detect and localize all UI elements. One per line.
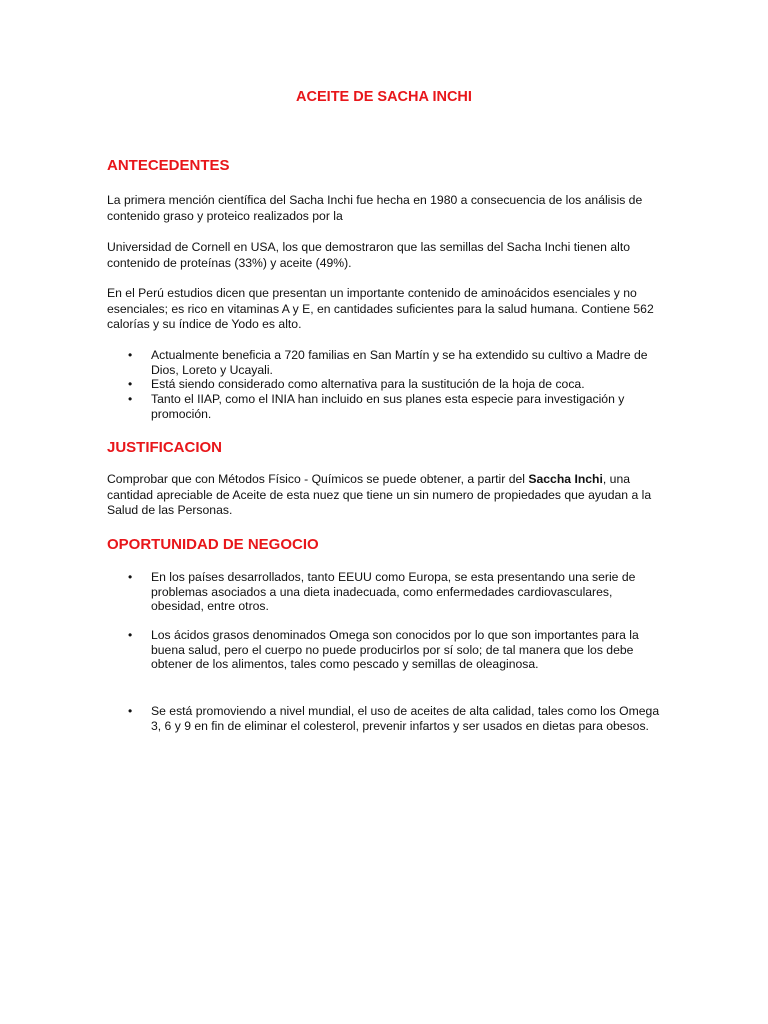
bullet-dot: • <box>128 704 133 718</box>
document-title: ACEITE DE SACHA INCHI <box>296 89 472 105</box>
bullet-text: Está siendo considerado como alternativa para la sustitución de la hoja de coca. <box>151 377 585 391</box>
bullet-dot: • <box>128 570 133 584</box>
justificacion-bold-term: Saccha Inchi <box>528 472 603 486</box>
bullet-dot: • <box>128 348 133 362</box>
heading-justificacion: JUSTIFICACION <box>107 439 223 456</box>
paragraph-antecedentes-1: La primera mención científica del Sacha Inchi fue hecha en 1980 a consecuencia de los análisis de contenido graso y proteico realizados por la <box>107 193 643 223</box>
bullet-dot: • <box>128 392 133 406</box>
bullet-text: Los ácidos grasos denominados Omega son conocidos por lo que son importantes para la buena salud, pero el cuerpo no puede producirlos por sí solo; de tal manera que los debe obtener de los alimentos, tales como pescado y semillas de oleaginosa. <box>151 628 639 671</box>
justificacion-text-end: , una cantidad apreciable de Aceite de esta nuez que tiene un sin numero de propiedades que ayudan a la Salud de las Personas. <box>107 472 652 517</box>
bullet-text: En los países desarrollados, tanto EEUU como Europa, se esta presentando una serie de problemas asociados a una dieta inadecuada, como enfermedades cardiovasculares, obesidad, entre otros. <box>151 570 636 613</box>
paragraph-antecedentes-3: En el Perú estudios dicen que presentan un importante contenido de aminoácidos esenciales y no esenciales; es rico en vitaminas A y E, en cantidades suficientes para la salud humana. Contiene 562 calorías y su índice de Yodo es alto. <box>107 286 654 331</box>
bullet-text: Actualmente beneficia a 720 familias en San Martín y se ha extendido su cultivo a Madre de Dios, Loreto y Ucayali. <box>151 348 648 377</box>
bullet-text: Se está promoviendo a nivel mundial, el uso de aceites de alta calidad, tales como los Omega 3, 6 y 9 en fin de eliminar el colesterol, prevenir infartos y ser usados en dietas para obesos. <box>151 704 660 733</box>
bullet-dot: • <box>128 628 133 642</box>
bullet-item <box>128 377 661 392</box>
heading-oportunidad-de-negocio: OPORTUNIDAD DE NEGOCIO <box>107 536 319 553</box>
heading-antecedentes: ANTECEDENTES <box>107 157 230 174</box>
bullet-item <box>128 704 661 733</box>
bullet-item <box>128 348 661 377</box>
bullet-item <box>128 570 661 614</box>
paragraph-antecedentes-2: Universidad de Cornell en USA, los que demostraron que las semillas del Sacha Inchi tienen alto contenido de proteínas (33%) y aceite (49%). <box>107 240 630 270</box>
bullet-item <box>128 392 661 421</box>
bullet-item <box>128 628 661 672</box>
paragraph-justificacion <box>107 472 657 519</box>
justificacion-text-start: Comprobar que con Métodos Físico - Químicos se puede obtener, a partir del <box>107 472 529 486</box>
bullet-dot: • <box>128 377 133 391</box>
bullet-text: Tanto el IIAP, como el INIA han incluido en sus planes esta especie para investigación y promoción. <box>151 392 625 421</box>
